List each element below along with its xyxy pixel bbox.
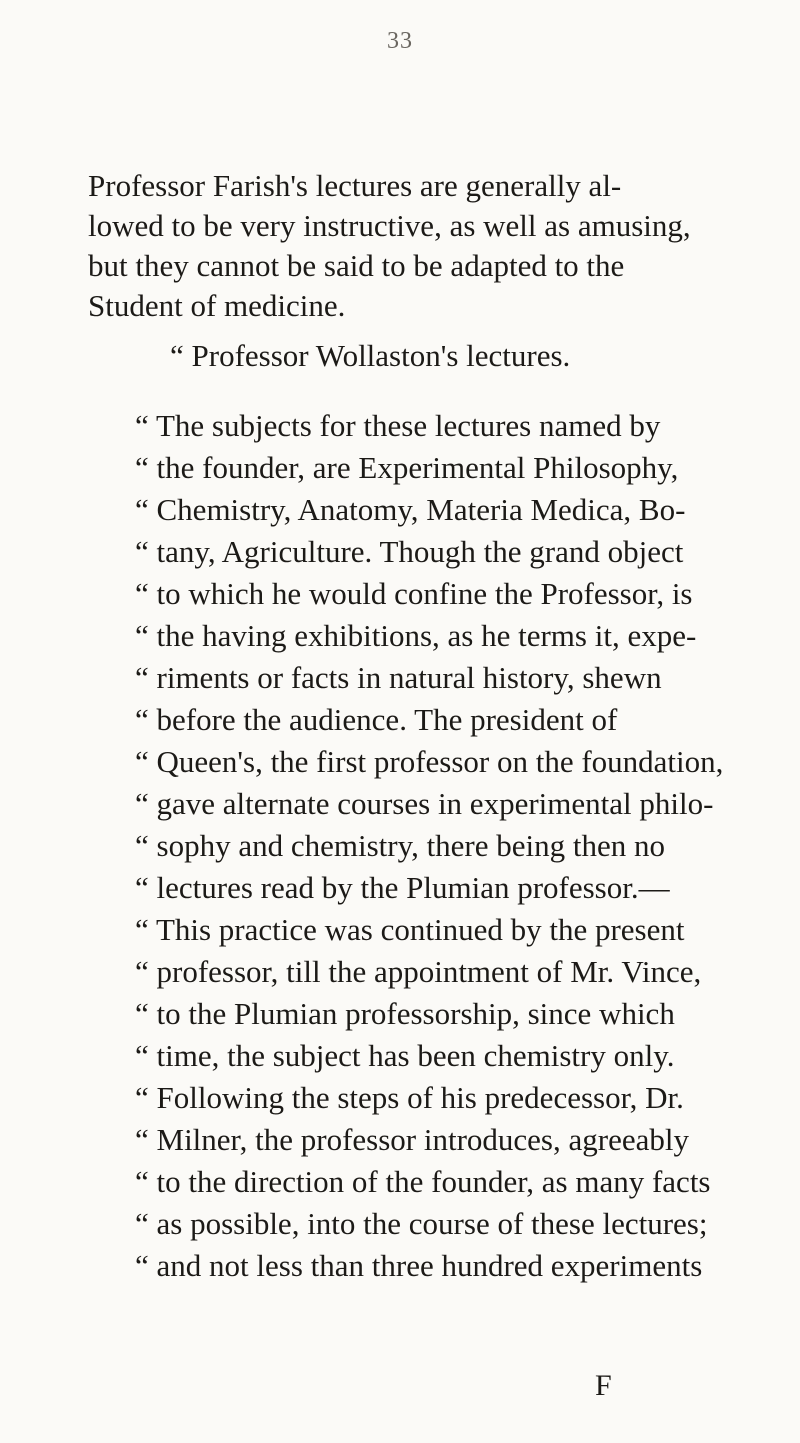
- paragraph-line: lowed to be very instructive, as well as amusing,: [88, 208, 691, 243]
- paragraph-line: Student of medicine.: [88, 288, 346, 323]
- quote-line: “ as possible, into the course of these lectures;: [135, 1206, 708, 1241]
- quote-line: “ and not less than three hundred experiments: [135, 1248, 703, 1283]
- quote-line: “ gave alternate courses in experimental philo-: [135, 786, 714, 821]
- quote-line: “ riments or facts in natural history, shewn: [135, 660, 662, 695]
- quote-line: “ The subjects for these lectures named by: [135, 408, 661, 443]
- section-heading: “ Professor Wollaston's lectures.: [170, 338, 571, 373]
- quote-line: “ Queen's, the first professor on the foundation,: [135, 744, 724, 779]
- quote-line: “ to which he would confine the Professor, is: [135, 576, 693, 611]
- quote-line: “ This practice was continued by the present: [135, 912, 685, 947]
- quote-line: “ before the audience. The president of: [135, 702, 618, 737]
- quote-line: “ the having exhibitions, as he terms it, expe-: [135, 618, 697, 653]
- quote-line: “ professor, till the appointment of Mr. Vince,: [135, 954, 702, 989]
- quote-line: “ Milner, the professor introduces, agreeably: [135, 1122, 689, 1157]
- quote-line: “ to the direction of the founder, as many facts: [135, 1164, 711, 1199]
- quote-line: “ time, the subject has been chemistry only.: [135, 1038, 675, 1073]
- catchword: F: [595, 1369, 612, 1402]
- quote-line: “ to the Plumian professorship, since which: [135, 996, 675, 1031]
- paragraph-line: but they cannot be said to be adapted to the: [88, 248, 625, 283]
- quote-line: “ the founder, are Experimental Philosophy,: [135, 450, 679, 485]
- quote-line: “ Chemistry, Anatomy, Materia Medica, Bo-: [135, 492, 686, 527]
- page-number: 33: [387, 28, 413, 54]
- quote-line: “ sophy and chemistry, there being then no: [135, 828, 666, 863]
- paragraph-line: Professor Farish's lectures are generally al-: [88, 168, 622, 203]
- quote-line: “ tany, Agriculture. Though the grand object: [135, 534, 684, 569]
- quote-line: “ lectures read by the Plumian professor.—: [135, 870, 670, 905]
- quote-line: “ Following the steps of his predecessor, Dr.: [135, 1080, 684, 1115]
